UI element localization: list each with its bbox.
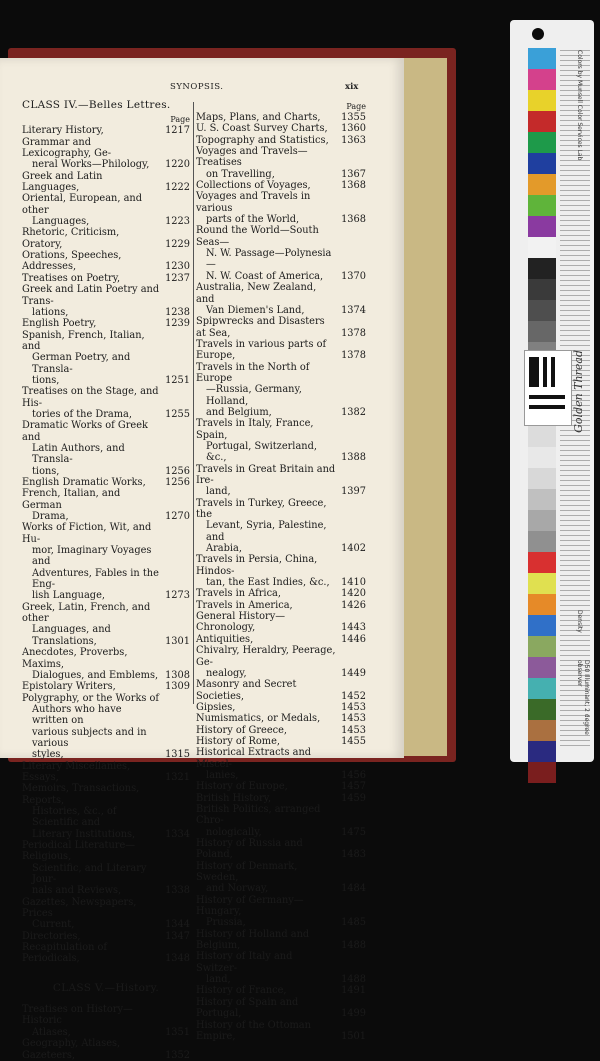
color-patch xyxy=(528,720,556,741)
toc-entry-line: English Dramatic Works, xyxy=(22,477,146,488)
toc-entry-line: Atlases, xyxy=(32,1026,71,1038)
toc-entry-line: Travels in the North of Europe xyxy=(196,361,310,384)
toc-entry-page: 1488 xyxy=(341,940,366,952)
toc-entry-line: Drama, xyxy=(32,511,69,523)
toc-entry-line: Languages, xyxy=(32,216,90,228)
toc-entry-page: 1378 xyxy=(341,327,366,339)
color-patch xyxy=(528,216,556,237)
color-patch xyxy=(528,153,556,174)
color-patch xyxy=(528,111,556,132)
toc-entry-line: Historical Extracts and Miscel- xyxy=(196,747,312,770)
toc-entry-page: 1309 xyxy=(165,681,190,693)
toc-entry-page: 1378 xyxy=(341,350,366,362)
color-patch xyxy=(528,69,556,90)
toc-entry-line: lations, xyxy=(32,306,69,318)
toc-entry-page: 1321 xyxy=(165,771,190,783)
toc-entry-line: Chivalry, Heraldry, Peerage, Ge- xyxy=(196,645,336,668)
toc-entry-line: Gazettes, Newspapers, Prices xyxy=(22,896,137,920)
toc-entry-line: Literary Miscellanies, Essays, xyxy=(22,760,131,783)
class-iv-heading: CLASS IV.—Belles Lettres. xyxy=(22,99,171,111)
color-patch xyxy=(528,657,556,678)
toc-entry xyxy=(196,180,366,191)
toc-entry-line: Recapitulation of Periodicals, xyxy=(22,942,108,965)
toc-entry xyxy=(196,316,366,339)
toc-entry-page: 1455 xyxy=(341,735,366,747)
toc-entry-page: 1308 xyxy=(165,669,190,681)
toc-entry xyxy=(196,804,366,838)
toc-entry-line: History of the Ottoman Empire, xyxy=(196,1019,311,1042)
toc-entry xyxy=(22,647,190,681)
color-patch xyxy=(528,552,556,573)
toc-entry xyxy=(22,1038,190,1061)
toc-entry xyxy=(196,702,366,713)
toc-entry-line: Arabia, xyxy=(206,543,242,555)
color-patch xyxy=(528,678,556,699)
header-title: SYNOPSIS. xyxy=(170,82,224,92)
toc-entry-page: 1344 xyxy=(165,919,190,931)
toc-entry-page: 1410 xyxy=(341,577,366,589)
toc-entry-line: Directories, xyxy=(22,930,81,942)
color-patch xyxy=(528,132,556,153)
toc-entry-line: tions, xyxy=(32,374,60,386)
toc-entry-page: 1237 xyxy=(165,272,190,284)
color-patch xyxy=(528,531,556,552)
toc-entry-line: Portugal, Switzerland, &c., xyxy=(206,440,317,464)
toc-entry-line: Voyages and Travels in various xyxy=(196,191,311,214)
toc-entry-line: Anecdotes, Proverbs, Maxims, xyxy=(22,647,128,670)
toc-entry xyxy=(22,193,190,227)
toc-entry-page: 1446 xyxy=(341,633,366,645)
toc-entry-page: 1374 xyxy=(341,304,366,316)
column-divider xyxy=(193,102,194,704)
color-patch xyxy=(528,468,556,489)
toc-entry-line: Antiquities, xyxy=(196,633,254,645)
toc-entry xyxy=(22,931,190,942)
color-patch xyxy=(528,258,556,279)
toc-entry-line: Maps, Plans, and Charts, xyxy=(196,112,321,123)
toc-entry-line: tions, xyxy=(32,465,60,477)
toc-entry-line: Epistolary Writers, xyxy=(22,681,116,693)
toc-entry-line: land, xyxy=(206,486,231,498)
toc-entry xyxy=(22,602,190,647)
toc-entry-line: Masonry and Secret Societies, xyxy=(196,679,297,702)
color-patch xyxy=(528,174,556,195)
toc-entry xyxy=(22,227,190,250)
toc-entry xyxy=(22,897,190,931)
toc-entry xyxy=(196,282,366,316)
toc-entry-page: 1499 xyxy=(341,1008,366,1020)
toc-entry-line: Greek and Latin Languages, xyxy=(22,170,103,194)
color-patch xyxy=(528,237,556,258)
toc-entry-page: 1239 xyxy=(165,318,190,330)
toc-entry xyxy=(196,861,366,895)
toc-entry xyxy=(196,611,366,634)
strip-bottom-text: D50 Illuminant, 2 degree observer xyxy=(576,660,590,735)
toc-entry xyxy=(196,339,366,362)
strip-density-label: Density xyxy=(576,610,583,633)
color-patch xyxy=(528,90,556,111)
toc-entry-page: 1301 xyxy=(165,635,190,647)
toc-entry xyxy=(22,171,190,194)
toc-entry-line: Van Diemen's Land, xyxy=(206,304,305,316)
toc-entry-line: Spipwrecks and Disasters at Sea, xyxy=(196,316,325,339)
page-label: Page xyxy=(170,115,190,125)
toc-entry xyxy=(196,895,366,929)
toc-entry-page: 1485 xyxy=(341,917,366,929)
toc-entry xyxy=(196,112,366,123)
toc-entry-page: 1355 xyxy=(341,112,366,123)
toc-entry xyxy=(196,362,366,419)
toc-entry-line: tories of the Drama, xyxy=(32,408,133,420)
toc-entry xyxy=(196,634,366,645)
toc-entry xyxy=(22,761,190,784)
toc-entry xyxy=(196,146,366,180)
toc-entry-line: German Poetry, and Transla- xyxy=(32,352,131,375)
toc-entry-line: Travels in Turkey, Greece, the xyxy=(196,497,327,521)
toc-entry-line: nealogy, xyxy=(206,667,247,679)
toc-entry-line: Histories, &c., of Scientific and xyxy=(32,805,117,829)
toc-entry-line: Orations, Speeches, Addresses, xyxy=(22,250,122,273)
toc-entry-line: various subjects and in various xyxy=(32,726,147,749)
toc-entry-page: 1270 xyxy=(165,511,190,523)
toc-entry-line: Travels in Italy, France, Spain, xyxy=(196,418,314,441)
toc-entry-page: 1256 xyxy=(165,477,190,488)
toc-entry xyxy=(196,838,366,861)
toc-entry xyxy=(196,225,366,282)
toc-entry xyxy=(196,123,366,134)
toc-entry-line: Greek, Latin, French, and other xyxy=(22,601,151,625)
color-patch xyxy=(528,300,556,321)
toc-entry-page: 1449 xyxy=(341,667,366,679)
toc-entry-page: 1388 xyxy=(341,452,366,464)
toc-entry-page: 1251 xyxy=(165,374,190,386)
toc-entry-line: Travels in various parts of Europe, xyxy=(196,338,327,362)
toc-entry-line: Travels in Persia, China, Hindos- xyxy=(196,554,318,577)
toc-entry-page: 1453 xyxy=(341,713,366,725)
color-patch xyxy=(528,48,556,69)
toc-entry-page: 1360 xyxy=(341,123,366,135)
toc-entry-line: British Politics, arranged Chro- xyxy=(196,803,321,827)
toc-entry xyxy=(196,464,366,498)
toc-entry-line: Round the World—South Seas— xyxy=(196,225,319,248)
toc-entry xyxy=(196,588,366,599)
toc-entry-line: Levant, Syria, Palestine, and xyxy=(206,520,327,543)
color-patch xyxy=(528,426,556,447)
toc-entry-page: 1315 xyxy=(165,749,190,761)
toc-entry-line: N. W. Coast of America, xyxy=(206,270,324,282)
toc-entry xyxy=(196,498,366,555)
toc-entry xyxy=(196,191,366,225)
toc-entry-line: History of Denmark, Sweden, xyxy=(196,860,298,884)
toc-entry xyxy=(196,600,366,611)
toc-entry-page: 1368 xyxy=(341,180,366,192)
strip-side-text: Colors by Munsell Color Services Lab xyxy=(576,50,583,161)
toc-entry xyxy=(196,997,366,1020)
toc-entry-line: Travels in America, xyxy=(196,599,293,611)
toc-entry xyxy=(196,736,366,747)
right-entries xyxy=(196,112,366,1042)
toc-entry-line: Collections of Voyages, xyxy=(196,180,311,192)
toc-entry-line: Current, xyxy=(32,919,75,931)
toc-entry xyxy=(22,273,190,284)
toc-entry xyxy=(22,783,190,840)
toc-entry-line: on Travelling, xyxy=(206,168,275,180)
toc-entry-line: nologically, xyxy=(206,826,262,838)
toc-entry xyxy=(22,522,190,601)
toc-entry-line: Languages, and Translations, xyxy=(32,624,111,647)
color-patch xyxy=(528,321,556,342)
toc-entry-line: Polygraphy, or the Works of xyxy=(22,692,160,704)
toc-entry-page: 1220 xyxy=(165,159,190,171)
toc-entry-page: 1363 xyxy=(341,134,366,146)
toc-entry xyxy=(196,929,366,952)
toc-entry-line: lanies, xyxy=(206,769,239,781)
toc-entry-line: Treatises on the Stage, and His- xyxy=(22,386,159,409)
toc-entry xyxy=(196,645,366,679)
toc-entry-line: Treatises on Poetry, xyxy=(22,272,121,284)
toc-entry-line: Literary History, xyxy=(22,125,104,137)
page-edges xyxy=(400,58,447,756)
toc-entry xyxy=(196,554,366,588)
toc-entry-page: 1334 xyxy=(165,828,190,840)
toc-entry-line: Australia, New Zealand, and xyxy=(196,282,317,305)
toc-entry-line: Literary Institutions, xyxy=(32,828,136,840)
toc-entry xyxy=(22,840,190,897)
toc-entry-line: Numismatics, or Medals, xyxy=(196,713,321,725)
toc-entry-page: 1426 xyxy=(341,599,366,611)
left-column xyxy=(22,100,190,1061)
toc-entry-line: History of Germany—Hungary, xyxy=(196,894,304,918)
toc-entry xyxy=(196,679,366,702)
toc-entry-page: 1256 xyxy=(165,465,190,477)
toc-entry-page: 1420 xyxy=(341,588,366,600)
toc-entry xyxy=(196,713,366,724)
toc-entry-line: History of Greece, xyxy=(196,724,288,736)
toc-entry xyxy=(22,318,190,329)
toc-entry-line: land, xyxy=(206,974,231,986)
toc-entry xyxy=(196,1020,366,1043)
color-patch xyxy=(528,510,556,531)
toc-entry-line: styles, xyxy=(32,749,64,761)
toc-entry-page: 1402 xyxy=(341,543,366,555)
toc-entry-line: History of Rome, xyxy=(196,735,280,747)
toc-entry-line: Grammar and Lexicography, Ge- xyxy=(22,136,112,160)
toc-entry-line: Geography, Atlases, Gazeteers, xyxy=(22,1038,121,1061)
toc-entry-line: U. S. Coast Survey Charts, xyxy=(196,123,328,135)
toc-entry-line: Dramatic Works of Greek and xyxy=(22,420,148,443)
toc-entry xyxy=(196,747,366,781)
toc-entry-line: History of Holland and Belgium, xyxy=(196,928,310,952)
toc-entry-line: Prussia, xyxy=(206,917,246,929)
toc-entry-page: 1382 xyxy=(341,406,366,418)
toc-entry-page: 1491 xyxy=(341,985,366,997)
toc-entry xyxy=(22,942,190,965)
strip-hole xyxy=(532,28,544,40)
toc-entry xyxy=(22,125,190,136)
toc-entry-line: mor, Imaginary Voyages and xyxy=(32,545,152,568)
toc-entry-line: Spanish, French, Italian, and xyxy=(22,329,145,352)
color-patch xyxy=(528,615,556,636)
toc-entry-line: History of Spain and Portugal, xyxy=(196,996,299,1020)
toc-entry xyxy=(22,137,190,171)
toc-entry xyxy=(196,418,366,463)
color-patch xyxy=(528,699,556,720)
toc-entry-line: Latin Authors, and Transla- xyxy=(32,442,125,466)
toc-entry-page: 1238 xyxy=(165,306,190,318)
toc-entry xyxy=(22,693,190,761)
toc-entry-line: Rhetoric, Criticism, Oratory, xyxy=(22,227,120,250)
toc-entry-page: 1352 xyxy=(165,1049,190,1061)
toc-entry xyxy=(196,781,366,792)
toc-entry-page: 1273 xyxy=(165,590,190,602)
color-patch xyxy=(528,195,556,216)
toc-entry xyxy=(22,420,190,477)
toc-entry-line: History of Italy and Switzer- xyxy=(196,951,293,974)
toc-entry xyxy=(22,477,190,488)
color-patch xyxy=(528,741,556,762)
toc-entry-line: British History, xyxy=(196,792,272,804)
color-patch xyxy=(528,762,556,783)
toc-entry-page: 1484 xyxy=(341,883,366,895)
toc-entry-page: 1457 xyxy=(341,781,366,793)
toc-entry xyxy=(196,135,366,146)
color-patch xyxy=(528,594,556,615)
toc-entry-line: and Belgium, xyxy=(206,406,272,418)
toc-entry-line: parts of the World, xyxy=(206,214,300,226)
toc-entry-page: 1456 xyxy=(341,769,366,781)
toc-entry-line: Greek and Latin Poetry and Trans- xyxy=(22,284,160,307)
toc-entry-line: History of Russia and Poland, xyxy=(196,838,303,861)
color-patch xyxy=(528,636,556,657)
toc-entry-page: 1483 xyxy=(341,849,366,861)
toc-entry-line: Travels in Africa, xyxy=(196,588,282,600)
toc-entry-page: 1397 xyxy=(341,486,366,498)
toc-entry-line: History of France, xyxy=(196,985,287,997)
color-patch xyxy=(528,447,556,468)
running-header xyxy=(0,82,404,96)
toc-entry-page: 1217 xyxy=(165,125,190,137)
toc-entry-page: 1501 xyxy=(341,1030,366,1042)
toc-entry-page: 1452 xyxy=(341,690,366,702)
toc-entry-page: 1223 xyxy=(165,216,190,228)
toc-entry-page: 1453 xyxy=(341,724,366,736)
toc-entry-line: Scientific, and Literary Jour- xyxy=(32,862,147,886)
toc-entry-line: Gipsies, xyxy=(196,701,236,713)
toc-entry-line: lish Language, xyxy=(32,590,105,602)
right-column xyxy=(196,102,366,1042)
toc-entry-line: Authors who have written on xyxy=(32,703,122,727)
toc-entry-line: Topography and Statistics, xyxy=(196,134,329,146)
toc-entry-page: 1475 xyxy=(341,826,366,838)
toc-entry-page: 1230 xyxy=(165,261,190,273)
toc-entry xyxy=(22,330,190,387)
toc-entry-page: 1351 xyxy=(165,1026,190,1038)
toc-entry-line: English Poetry, xyxy=(22,318,97,330)
toc-entry-page: 1459 xyxy=(341,792,366,804)
toc-entry-page: 1443 xyxy=(341,622,366,634)
page-label: Page xyxy=(346,102,366,111)
color-patch xyxy=(528,489,556,510)
toc-entry-line: Dialogues, and Emblems, xyxy=(32,669,159,681)
toc-entry xyxy=(196,985,366,996)
toc-entry-page: 1453 xyxy=(341,701,366,713)
toc-entry-page: 1229 xyxy=(165,238,190,250)
class-v-entries xyxy=(22,1004,190,1061)
toc-entry xyxy=(22,386,190,420)
toc-entry xyxy=(22,1004,190,1038)
toc-entry-line: N. W. Passage—Polynesia— xyxy=(206,248,332,271)
toc-entry-page: 1370 xyxy=(341,270,366,282)
toc-entry-line: History of Europe, xyxy=(196,781,288,793)
toc-entry-line: Treatises on History—Historic xyxy=(22,1004,133,1027)
toc-entry-line: Memoirs, Transactions, Reports, xyxy=(22,783,140,806)
toc-entry-line: Adventures, Fables in the Eng- xyxy=(32,567,159,591)
toc-entry-line: Oriental, European, and other xyxy=(22,193,143,216)
toc-entry-page: 1367 xyxy=(341,168,366,180)
toc-entry xyxy=(196,725,366,736)
class-v-heading: CLASS V.—History. xyxy=(52,981,160,994)
toc-entry-line: Voyages and Travels—Treatises xyxy=(196,146,308,169)
toc-entry-line: nals and Reviews, xyxy=(32,885,122,897)
toc-entry-line: Periodical Literature—Religious, xyxy=(22,840,136,863)
toc-entry-line: Works of Fiction, Wit, and Hu- xyxy=(22,522,152,545)
color-patch xyxy=(528,573,556,594)
header-page-number: xix xyxy=(345,82,359,92)
resolution-target xyxy=(524,350,572,426)
toc-entry xyxy=(22,284,190,318)
toc-entry xyxy=(196,951,366,985)
toc-entry-line: —Russia, Germany, Holland, xyxy=(206,384,302,407)
brand-label: Golden Thread xyxy=(572,350,585,433)
toc-entry-page: 1348 xyxy=(165,953,190,965)
toc-entry-line: neral Works—Philology, xyxy=(32,159,150,171)
toc-entry xyxy=(22,681,190,692)
toc-entry-page: 1338 xyxy=(165,885,190,897)
toc-entry-page: 1488 xyxy=(341,974,366,986)
toc-entry xyxy=(22,488,190,522)
toc-entry-page: 1347 xyxy=(165,930,190,942)
toc-entry-line: and Norway, xyxy=(206,883,269,895)
toc-entry-line: General History—Chronology, xyxy=(196,611,286,634)
toc-entry xyxy=(196,793,366,804)
toc-entry-page: 1255 xyxy=(165,408,190,420)
toc-entry-line: French, Italian, and German xyxy=(22,488,121,511)
toc-entry-page: 1222 xyxy=(165,182,190,194)
left-entries xyxy=(22,125,190,964)
toc-entry-line: tan, the East Indies, &c., xyxy=(206,577,330,589)
toc-entry xyxy=(22,250,190,273)
toc-entry-page: 1368 xyxy=(341,214,366,226)
color-patch xyxy=(528,279,556,300)
toc-entry-line: Travels in Great Britain and Ire- xyxy=(196,463,336,486)
